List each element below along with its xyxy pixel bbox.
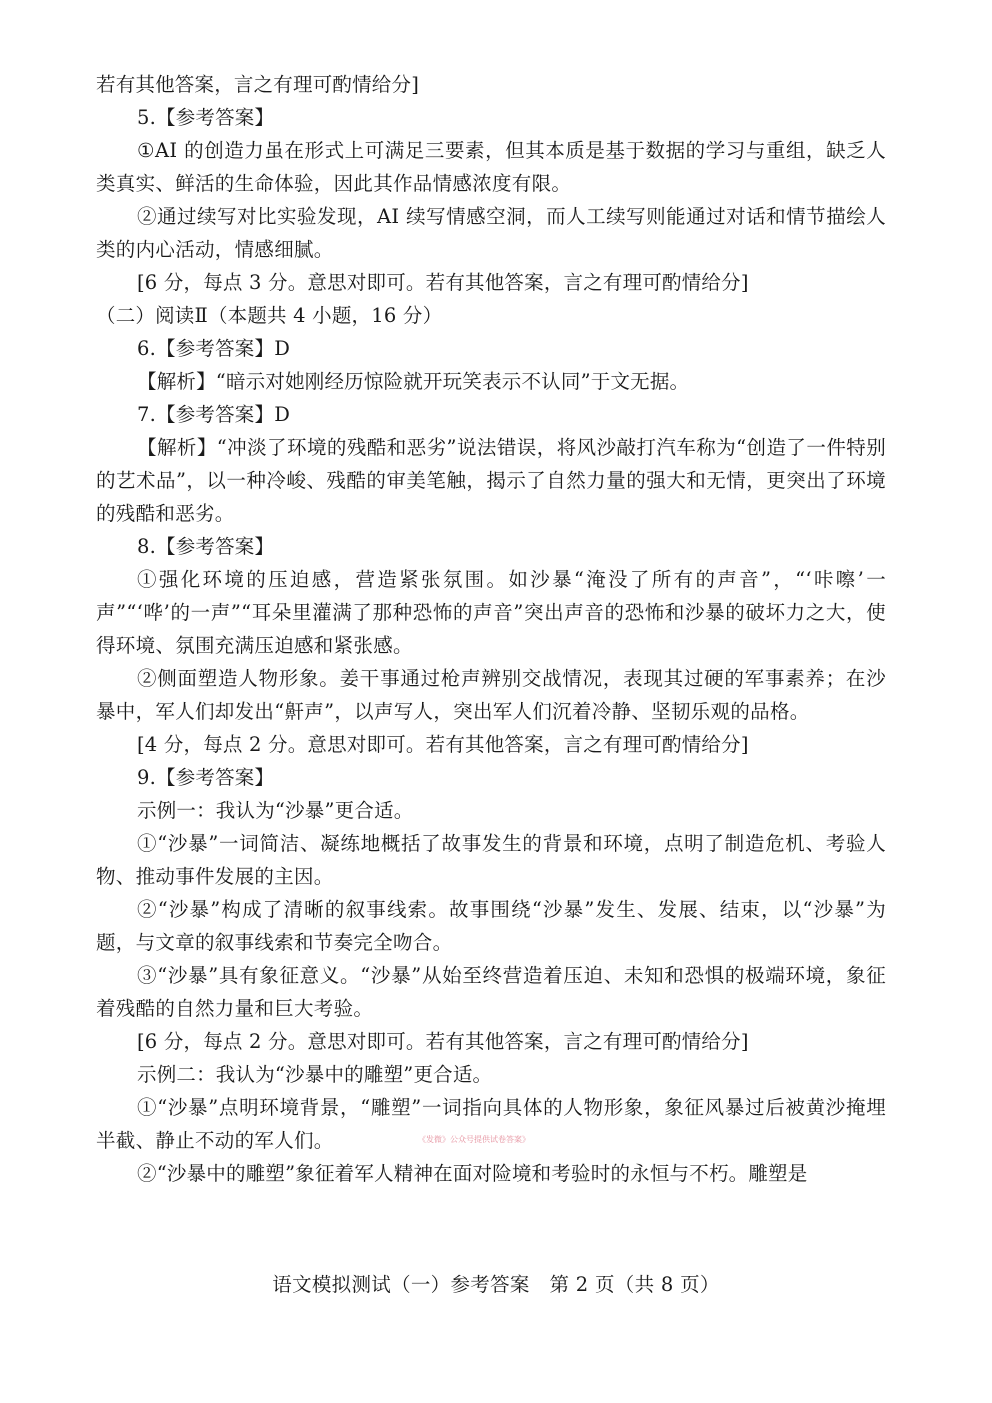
q9-ex1-point-3: ③“沙暴”具有象征意义。“沙暴”从始至终营造着压迫、未知和恐惧的极端环境，象征着残酷的自然力量和巨大考验。 (96, 964, 886, 1020)
q5-point-1: ①AI 的创造力虽在形式上可满足三要素，但其本质是基于数据的学习与重组，缺乏人类真实、鲜活的生命体验，因此其作品情感浓度有限。 (96, 139, 886, 195)
q8-point-2: ②侧面塑造人物形象。姜干事通过枪声辨别交战情况，表现其过硬的军事素养；在沙暴中，军人们却发出“鼾声”，以声写人，突出军人们沉着冷静、坚韧乐观的品格。 (96, 667, 886, 723)
q9-example-2: 示例二：我认为“沙暴中的雕塑”更合适。 (137, 1063, 493, 1086)
q9-ex2-point-1: ①“沙暴”点明环境背景，“雕塑”一词指向具体的人物形象，象征风暴过后被黄沙掩埋半截、静止不动的军人们。 (96, 1096, 886, 1152)
q5-scoring-note: [6 分，每点 3 分。意思对即可。若有其他答案，言之有理可酌情给分] (137, 271, 749, 294)
q6-analysis: 【解析】“暗示对她刚经历惊险就开玩笑表示不认同”于文无据。 (137, 370, 690, 393)
q8-point-1: ①强化环境的压迫感，营造紧张氛围。如沙暴“淹没了所有的声音”，“‘咔嚓’一声”“‘哗’的一声”“耳朵里灌满了那种恐怖的声音”突出声音的恐怖和沙暴的破坏力之大，使得环境、氛围充满压迫感和紧张感。 (96, 568, 886, 657)
question-9-heading: 9.【参考答案】 (137, 766, 275, 789)
q9-example-1: 示例一：我认为“沙暴”更合适。 (137, 799, 414, 822)
page-footer: 语文模拟测试（一）参考答案 第 2 页（共 8 页） (272, 1273, 720, 1296)
q8-scoring-note: [4 分，每点 2 分。意思对即可。若有其他答案，言之有理可酌情给分] (137, 733, 749, 756)
q9-ex1-point-2: ②“沙暴”构成了清晰的叙事线索。故事围绕“沙暴”发生、发展、结束，以“沙暴”为题，与文章的叙事线索和节奏完全吻合。 (96, 898, 886, 954)
q9-scoring-note: [6 分，每点 2 分。意思对即可。若有其他答案，言之有理可酌情给分] (137, 1030, 749, 1053)
question-7-heading: 7.【参考答案】D (137, 403, 291, 426)
question-5-heading: 5.【参考答案】 (137, 106, 275, 129)
q5-point-2: ②通过续写对比实验发现，AI 续写情感空洞，而人工续写则能通过对话和情节描绘人类的内心活动，情感细腻。 (96, 205, 886, 261)
q7-analysis: 【解析】“冲淡了环境的残酷和恶劣”说法错误，将风沙敲打汽车称为“创造了一件特别的艺术品”，以一种冷峻、残酷的审美笔触，揭示了自然力量的强大和无情，更突出了环境的残酷和恶劣。 (96, 436, 886, 525)
q9-ex2-point-2: ②“沙暴中的雕塑”象征着军人精神在面对险境和考验时的永恒与不朽。雕塑是 (137, 1162, 808, 1185)
answer-key-body (96, 68, 886, 1190)
q9-ex1-point-1: ①“沙暴”一词简洁、凝练地概括了故事发生的背景和环境，点明了制造危机、考验人物、推动事件发展的主因。 (96, 832, 886, 888)
section-heading-reading-2: （二）阅读Ⅱ（本题共 4 小题，16 分） (96, 304, 443, 327)
watermark: 《发微》公众号提供试卷答案》 (418, 1135, 530, 1144)
question-8-heading: 8.【参考答案】 (137, 535, 275, 558)
question-6-heading: 6.【参考答案】D (137, 337, 291, 360)
text-line: 若有其他答案，言之有理可酌情给分] (96, 73, 420, 96)
